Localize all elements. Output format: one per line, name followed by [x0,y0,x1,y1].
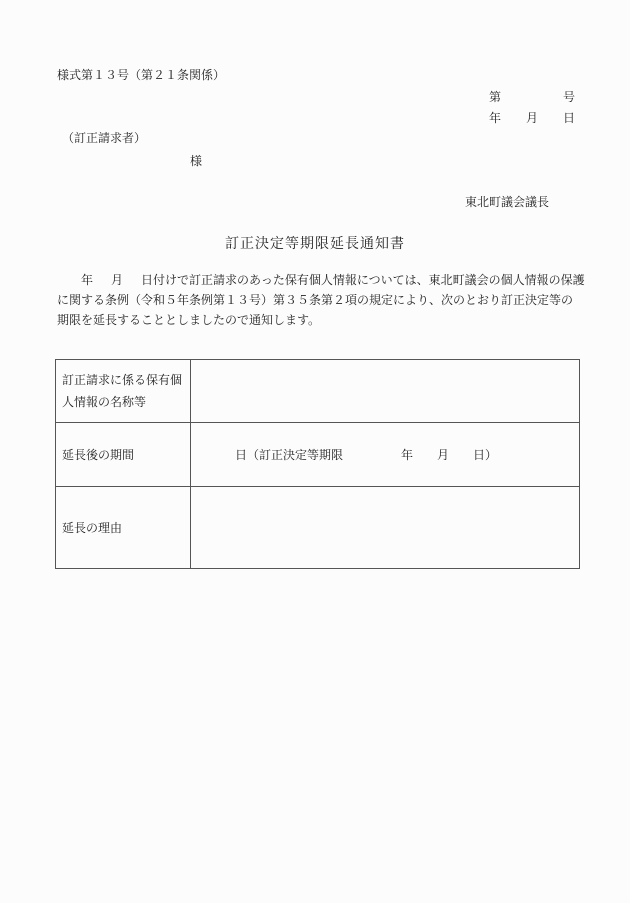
body-line-1-rest: 日付けで訂正請求のあった保有個人情報については、東北町議会の個人情報の保護 [141,273,585,287]
deadline-day-close: 日） [473,448,498,462]
extended-period-label: 延長後の期間 [56,423,191,487]
honorific: 様 [190,154,203,168]
body-line-2: に関する条例（令和５年条例第１３号）第３５条第２項の規定により、次のとおり訂正決定等の [57,293,574,307]
table-row [56,423,580,487]
document-number-prefix: 第 [489,90,502,104]
extension-reason-value[interactable] [191,487,580,569]
info-name-value[interactable] [191,360,580,423]
extension-reason-label: 延長の理由 [56,487,191,569]
table-row [56,487,580,569]
deadline-year: 年 [401,448,414,462]
body-paragraph [57,270,585,330]
body-month: 月 [111,273,124,287]
extended-period-value[interactable] [191,423,580,487]
date-month-label: 月 [526,111,539,125]
requester-label: （訂正請求者） [62,131,147,145]
period-day-text: 日（訂正決定等期限 [235,448,344,462]
table-row [56,360,580,423]
info-name-label: 訂正請求に係る保有個人情報の名称等 [56,360,191,423]
issuer-name: 東北町議会議長 [465,195,550,209]
body-year: 年 [81,273,94,287]
info-table [55,359,580,569]
document-title: 訂正決定等期限延長通知書 [225,236,405,252]
document-number-suffix: 号 [563,90,576,104]
deadline-month: 月 [437,448,450,462]
form-number: 様式第１３号（第２１条関係） [57,68,226,82]
date-year-label: 年 [489,111,502,125]
date-day-label: 日 [563,111,576,125]
body-line-1 [57,270,585,290]
body-line-3: 期限を延長することとしましたので通知します。 [57,313,321,327]
